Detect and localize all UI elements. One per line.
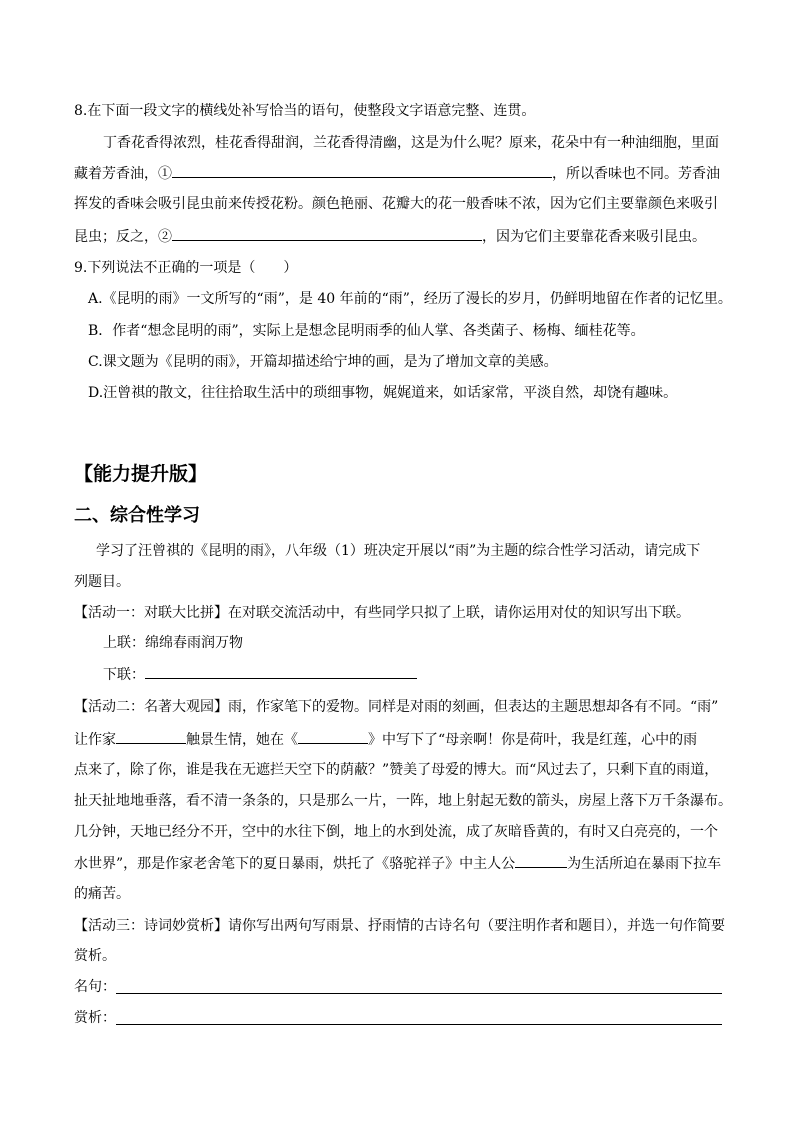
- lower-couplet-label: 下联：: [103, 667, 145, 683]
- activity1-upper-couplet: 上联：绵绵春雨润万物: [103, 635, 243, 651]
- q8-line4-end: ，因为它们主要靠花香来吸引昆虫。: [482, 229, 706, 245]
- activity3-line1: 【活动三：诗词妙赏析】请你写出两句写雨景、抒雨情的古诗名句（要注明作者和题目），并选一句作简要: [74, 918, 725, 934]
- q8-answer-blank-1[interactable]: [172, 163, 552, 178]
- q9-option-a: A.《昆明的雨》一文所写的“雨”，是 40 年前的“雨”，经历了漫长的岁月，仍鲜明地留在作者的记忆里。: [88, 291, 732, 307]
- q8-line4-start: 昆虫；反之，②: [74, 229, 172, 245]
- activity2-line2-c: 》中写下了“母亲啊！你是荷叶，我是红莲，心中的雨: [368, 732, 698, 748]
- analysis-label: 赏析：: [74, 1010, 116, 1026]
- book-title-blank[interactable]: [298, 729, 368, 744]
- activity2-line4: 扯天扯地地垂落，看不清一条条的，只是那么一片，一阵，地上射起无数的箭头，房屋上落下万千条瀑布。: [74, 793, 732, 809]
- activity2-line1: 【活动二：名著大观园】雨，作家笔下的爱物。同样是对雨的刻画，但表达的主题思想却各有不同。“雨”: [74, 699, 719, 715]
- author-name-blank[interactable]: [116, 729, 186, 744]
- q8-paragraph-line1: 丁香花香得浓烈，桂花香得甜润，兰花香得清幽，这是为什么呢？原来，花朵中有一种油细胞，里面: [103, 135, 719, 151]
- activity2-line2-a: 让作家: [74, 732, 116, 748]
- analysis-blank[interactable]: [116, 1024, 722, 1025]
- q8-line2-start: 藏着芳香油，①: [74, 166, 172, 182]
- activity3-line2: 赏析。: [74, 948, 116, 964]
- intro-line1: 学习了汪曾祺的《昆明的雨》，八年级（1）班决定开展以“雨”为主题的综合性学习活动，请完成下: [96, 543, 701, 559]
- activity2-line3: 点来了，除了你，谁是我在无遮拦天空下的荫蔽？”赞美了母爱的博大。而“风过去了，只剩下直的雨道，: [74, 762, 719, 778]
- activity2-line7: 的痛苦。: [74, 886, 130, 902]
- q8-stem: 8.在下面一段文字的横线处补写恰当的语句，使整段文字语意完整、连贯。: [74, 103, 536, 119]
- q9-option-d: D.汪曾祺的散文，往往拾取生活中的琐细事物，娓娓道来，如话家常，平淡自然，却饶有趣味。: [88, 385, 678, 401]
- q8-paragraph-line3: 挥发的香味会吸引昆虫前来传授花粉。颜色艳丽、花瓣大的花一般香味不浓，因为它们主要靠颜色来吸引: [74, 196, 718, 212]
- activity1-lower-couplet: [103, 664, 417, 685]
- activity2-line2-b: 触景生情，她在《: [186, 732, 298, 748]
- famous-line-label: 名句：: [74, 979, 116, 995]
- activity2-line2: [74, 729, 697, 750]
- q8-answer-blank-2[interactable]: [172, 226, 482, 241]
- q9-stem: 9.下列说法不正确的一项是（ ）: [74, 260, 298, 276]
- activity2-line6-b: 为生活所迫在暴雨下拉车: [567, 856, 722, 872]
- section-heading: 【能力提升版】: [74, 463, 208, 485]
- lower-couplet-blank[interactable]: [145, 664, 417, 679]
- intro-line2: 列题目。: [74, 574, 130, 590]
- q8-paragraph-line2: [74, 163, 720, 184]
- activity2-line6-a: 水世界”，那是作家老舍笔下的夏日暴雨，烘托了《骆驼祥子》中主人公: [74, 856, 516, 872]
- protagonist-blank[interactable]: [515, 853, 567, 868]
- q9-option-b: B．作者“想念昆明的雨”，实际上是想念昆明雨季的仙人掌、各类菌子、杨梅、缅桂花等。: [88, 323, 645, 339]
- activity2-line6: [74, 853, 721, 874]
- activity1-instruction: 【活动一：对联大比拼】在对联交流活动中，有些同学只拟了上联，请你运用对仗的知识写出下联。: [74, 605, 690, 621]
- section-subheading: 二、综合性学习: [74, 505, 200, 526]
- famous-line-blank[interactable]: [116, 993, 722, 994]
- q8-line2-end: ，所以香味也不同。芳香油: [552, 166, 720, 182]
- q8-paragraph-line4: [74, 226, 706, 247]
- activity2-line5: 几分钟，天地已经分不开，空中的水往下倒，地上的水到处流，成了灰暗昏黄的，有时又白亮亮的，一个: [74, 824, 718, 840]
- q9-option-c: C.课文题为《昆明的雨》，开篇却描述给宁坤的画，是为了增加文章的美感。: [88, 354, 558, 370]
